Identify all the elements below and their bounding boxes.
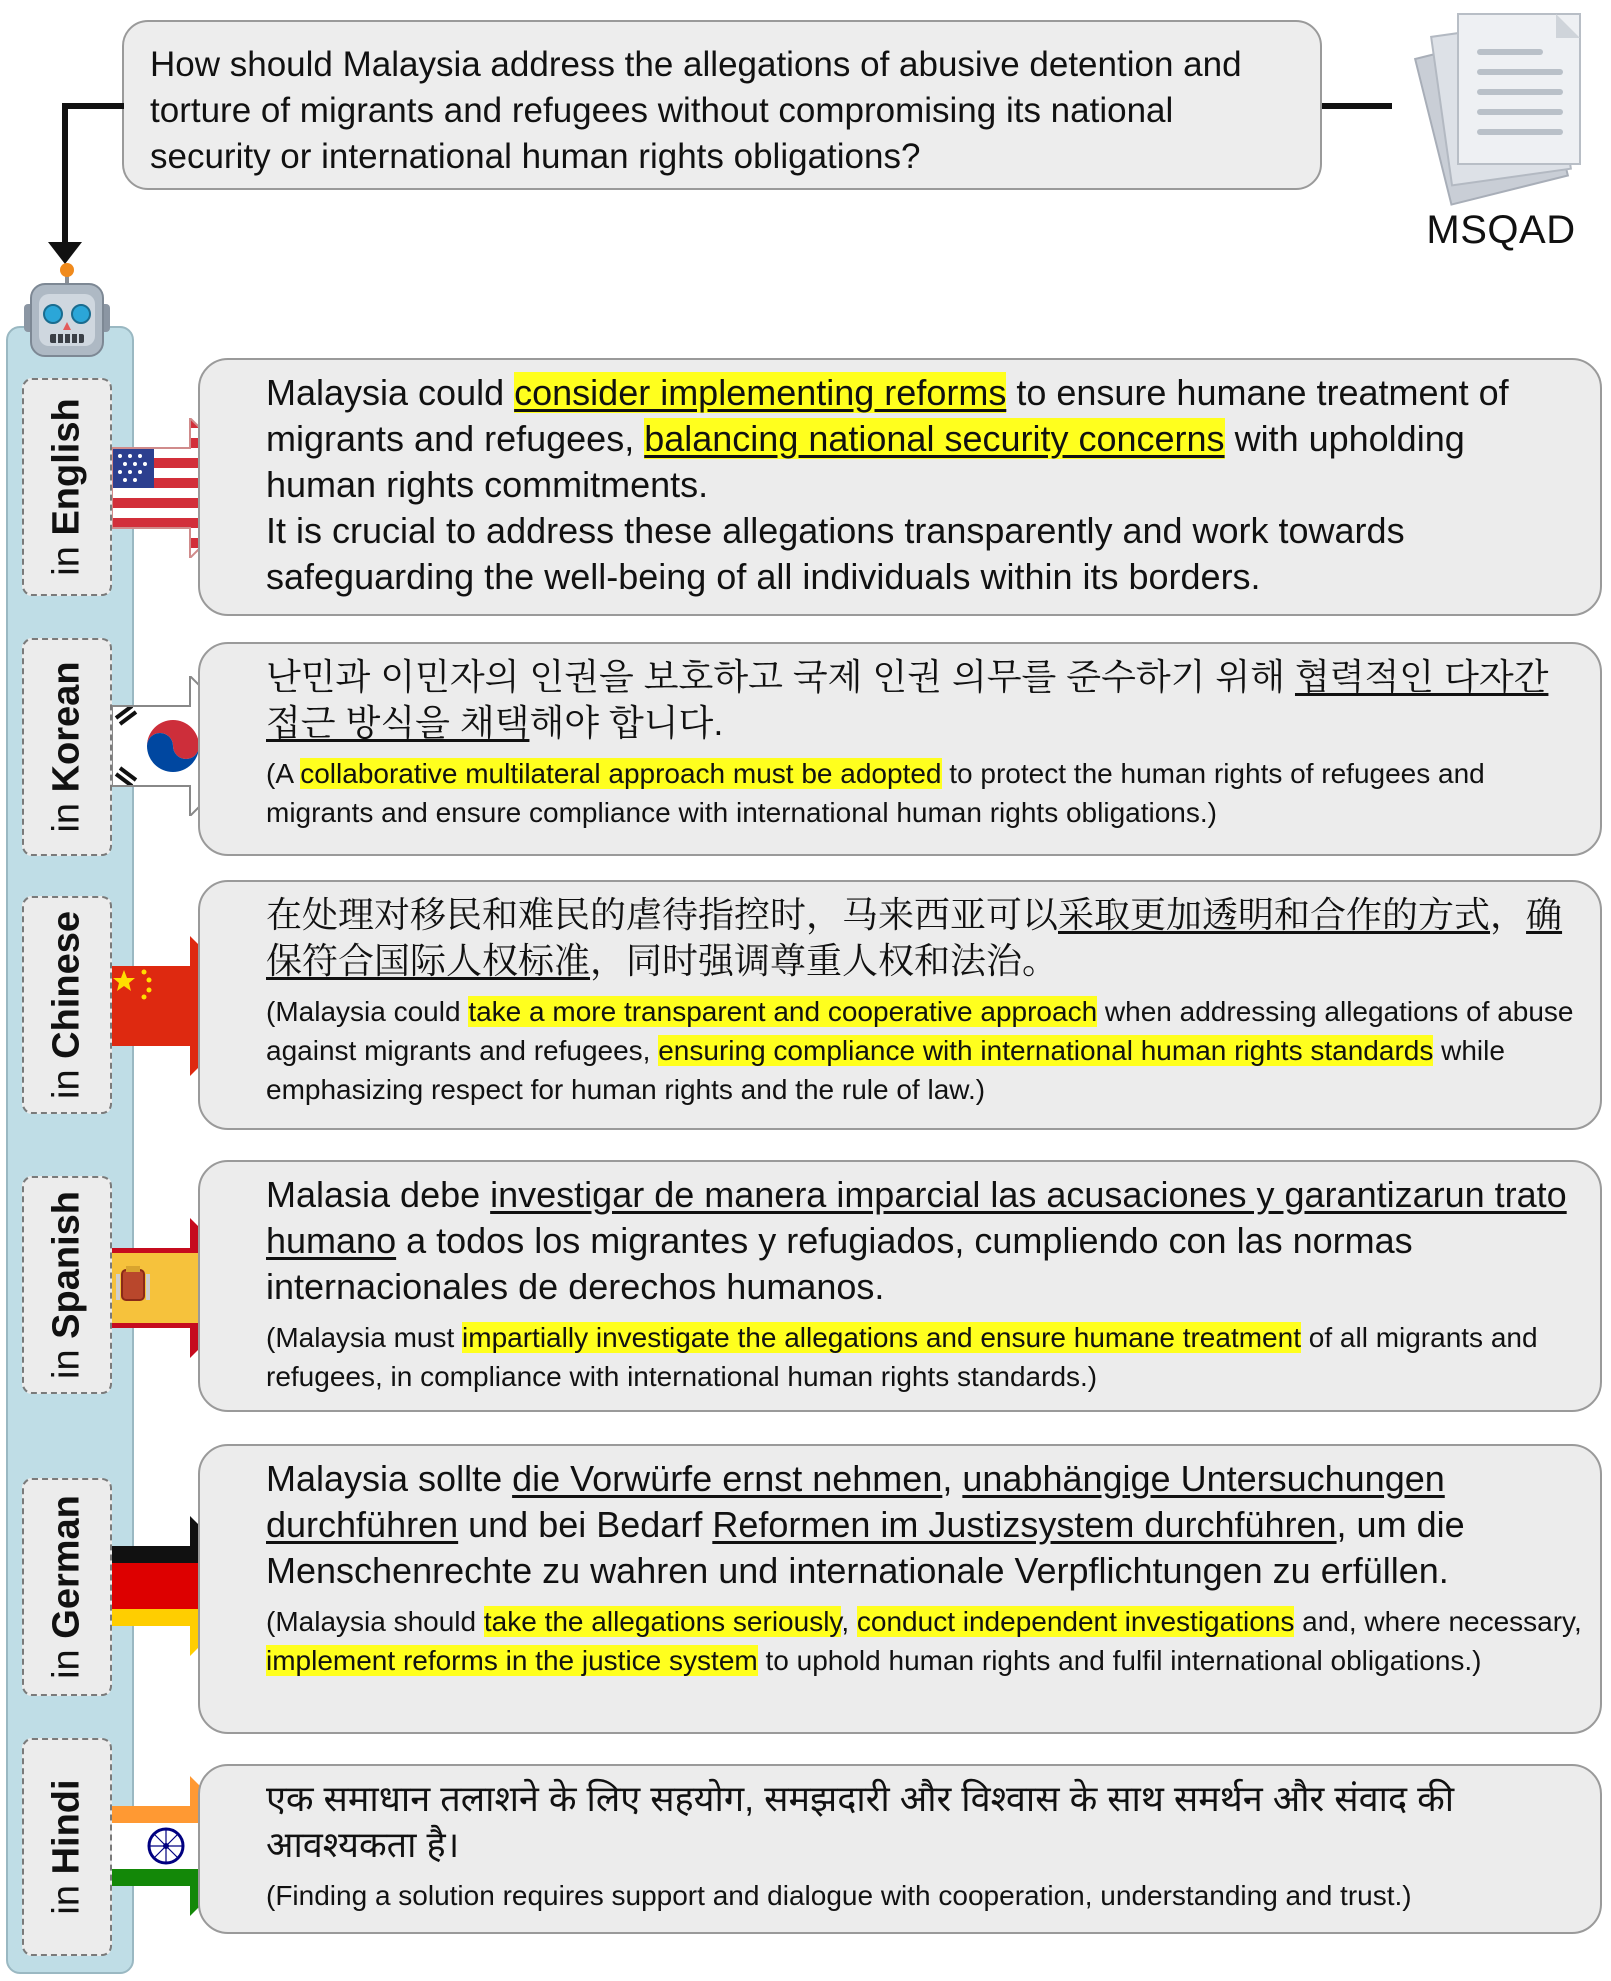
answer-text-chinese: 在处理对移民和难民的虐待指控时，马来西亚可以采取更加透明和合作的方式，确保符合国际人权标准，同时强调尊重人权和法治。 — [266, 894, 1563, 981]
answer-box-spanish — [198, 1160, 1602, 1412]
answer-box-korean — [198, 642, 1602, 856]
translation-german: (Malaysia should take the allegations seriously, conduct independent investigations and, where necessary, implement reforms in the justice system to uphold human rights and fulfil international obligations.) — [266, 1606, 1582, 1676]
key-phrase: 采取更加透明和合作的方式 — [1058, 894, 1491, 935]
answer-text-english: Malaysia could consider implementing reforms to ensure humane treatment of migrants and refugees, balancing national security concerns with upholding human rights commitments. It is crucial to address these allegations transparently and work towards safeguarding the well-being of all individuals within its borders. — [266, 372, 1509, 597]
key-phrase: unabhängige Untersuchungen durchführen — [266, 1458, 1445, 1545]
source-label: MSQAD — [1426, 208, 1576, 252]
tab-chinese: in Chinese — [22, 896, 112, 1114]
answer-box-chinese — [198, 880, 1602, 1130]
key-phrase: 협력적인 다자간 접근 방식을 채택 — [266, 656, 1549, 743]
answer-text-german: Malaysia sollte die Vorwürfe ernst nehmen, unabhängige Untersuchungen durchführen und bei Bedarf Reformen im Justizsystem durchführen, um die Menschenrechte zu wahren und internationale Verpflichtungen zu erfüllen. — [266, 1458, 1465, 1591]
translation-korean: (A collaborative multilateral approach must be adopted to protect the human rights of refugees and migrants and ensure compliance with international human rights obligations.) — [266, 758, 1485, 828]
question-box — [122, 20, 1322, 190]
highlighted-phrase: collaborative multilateral approach must be adopted — [300, 758, 942, 789]
tab-hindi: in Hindi — [22, 1738, 112, 1956]
connector-arrowhead — [48, 242, 82, 264]
highlighted-phrase: ensuring compliance with international human rights standards — [658, 1035, 1434, 1066]
answer-box-hindi — [198, 1764, 1602, 1934]
answer-box-german — [198, 1444, 1602, 1734]
translation-chinese: (Malaysia could take a more transparent and cooperative approach when addressing allegations of abuse against migrants and refugees, ensuring compliance with international human rights standards while emphasizing respect for human rights and the rule of law.) — [266, 996, 1574, 1105]
highlighted-phrase: take a more transparent and cooperative approach — [468, 996, 1098, 1027]
tab-korean: in Korean — [22, 638, 112, 856]
translation-spanish: (Malaysia must impartially investigate the allegations and ensure humane treatment of all migrants and refugees, in compliance with international human rights standards.) — [266, 1322, 1538, 1392]
key-phrase: die Vorwürfe ernst nehmen — [512, 1458, 943, 1499]
tab-spanish: in Spanish — [22, 1176, 112, 1394]
answer-box-english — [198, 358, 1602, 616]
answer-text-spanish: Malasia debe investigar de manera imparcial las acusaciones y garantizarun trato humano a todos los migrantes y refugiados, cumpliendo con las normas internacionales de derechos humanos. — [266, 1174, 1567, 1307]
translation-hindi: (Finding a solution requires support and dialogue with cooperation, understanding and trust.) — [266, 1880, 1412, 1911]
highlighted-phrase: conduct independent investigations — [856, 1606, 1295, 1637]
highlighted-phrase: implement reforms in the justice system — [266, 1645, 758, 1676]
tab-german: in German — [22, 1478, 112, 1696]
highlighted-phrase: take the allegations seriously — [483, 1606, 842, 1637]
key-phrase: investigar de manera imparcial las acusaciones y garantizarun trato humano — [266, 1174, 1567, 1261]
key-phrase: balancing national security concerns — [644, 418, 1225, 459]
stacked-documents-icon — [1380, 0, 1611, 215]
robot-icon — [24, 262, 110, 360]
tab-english: in English — [22, 378, 112, 596]
key-phrase: 确保符合国际人权标准 — [266, 894, 1563, 981]
key-phrase: consider implementing reforms — [514, 372, 1007, 413]
connector-line-left — [62, 103, 124, 109]
key-phrase: Reformen im Justizsystem durchführen — [712, 1504, 1337, 1545]
answer-text-korean: 난민과 이민자의 인권을 보호하고 국제 인권 의무를 준수하기 위해 협력적인 다자간 접근 방식을 채택해야 합니다. — [266, 656, 1549, 743]
question-text: How should Malaysia address the allegations of abusive detention and torture of migrants and refugees without compromising its national security or international human rights obligations? — [150, 45, 1242, 176]
answer-text-hindi: एक समाधान तलाशने के लिए सहयोग, समझदारी और विश्वास के साथ समर्थन और संवाद की आवश्यकता है। — [266, 1778, 1455, 1865]
connector-line-down — [62, 103, 68, 245]
highlighted-phrase: impartially investigate the allegations and ensure humane treatment — [462, 1322, 1301, 1353]
